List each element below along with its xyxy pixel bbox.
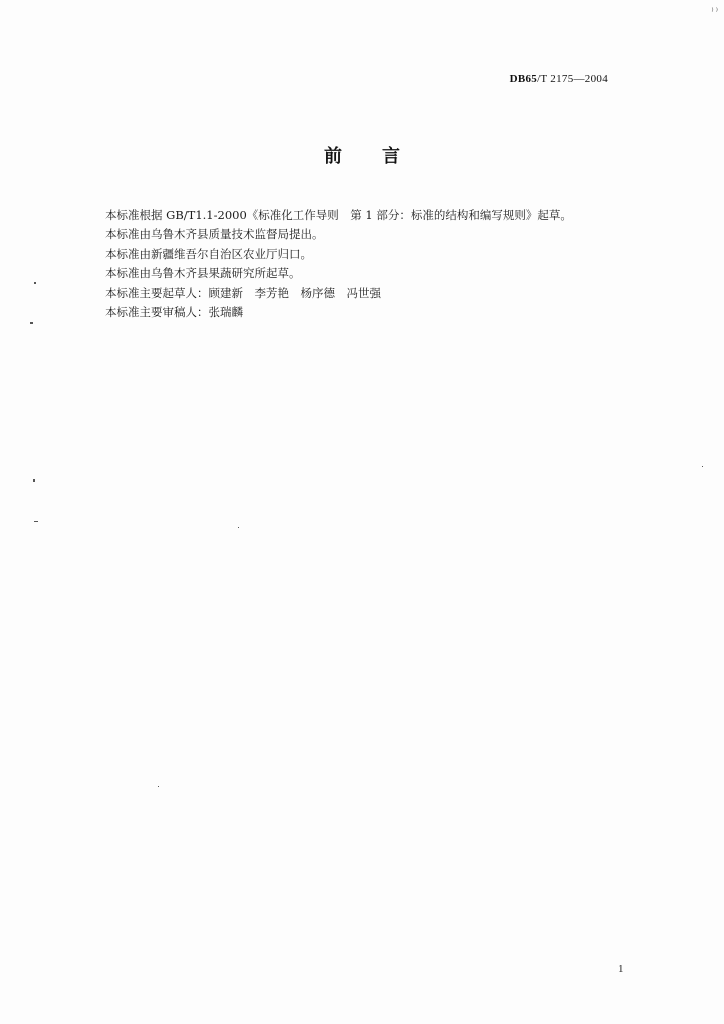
scan-speck <box>30 322 33 324</box>
page-title: 前言 <box>324 146 440 167</box>
foreword-body <box>105 206 625 322</box>
standard-code <box>510 73 608 85</box>
scan-speck <box>158 786 159 787</box>
scan-speck <box>33 479 35 482</box>
foreword-line-proposer: 本标准由乌鲁木齐县质量技术监督局提出。 <box>105 227 324 242</box>
scan-speck <box>34 282 36 284</box>
scan-speck <box>238 527 239 528</box>
page-number: 1 <box>618 963 624 975</box>
foreword-line-drafters: 本标准主要起草人：顾建新 李芳艳 杨序德 冯世强 <box>105 285 381 300</box>
scan-corner-mark: ⁾ ⁾ <box>711 6 718 16</box>
standard-code-prefix: DB65 <box>509 73 538 85</box>
standard-code-rest: /T 2175—2004 <box>537 73 608 85</box>
scan-speck <box>702 466 703 467</box>
scan-speck <box>34 521 38 522</box>
foreword-line-basis: 本标准根据 GB/T1.1-2000《标准化工作导则 第 1 部分：标准的结构和编写规则》起草。 <box>105 208 572 222</box>
foreword-line-drafting-unit: 本标准由乌鲁木齐县果蔬研究所起草。 <box>105 266 301 281</box>
foreword-line-centralized: 本标准由新疆维吾尔自治区农业厅归口。 <box>105 246 312 261</box>
foreword-line-reviewer: 本标准主要审稿人：张瑞麟 <box>105 305 243 320</box>
